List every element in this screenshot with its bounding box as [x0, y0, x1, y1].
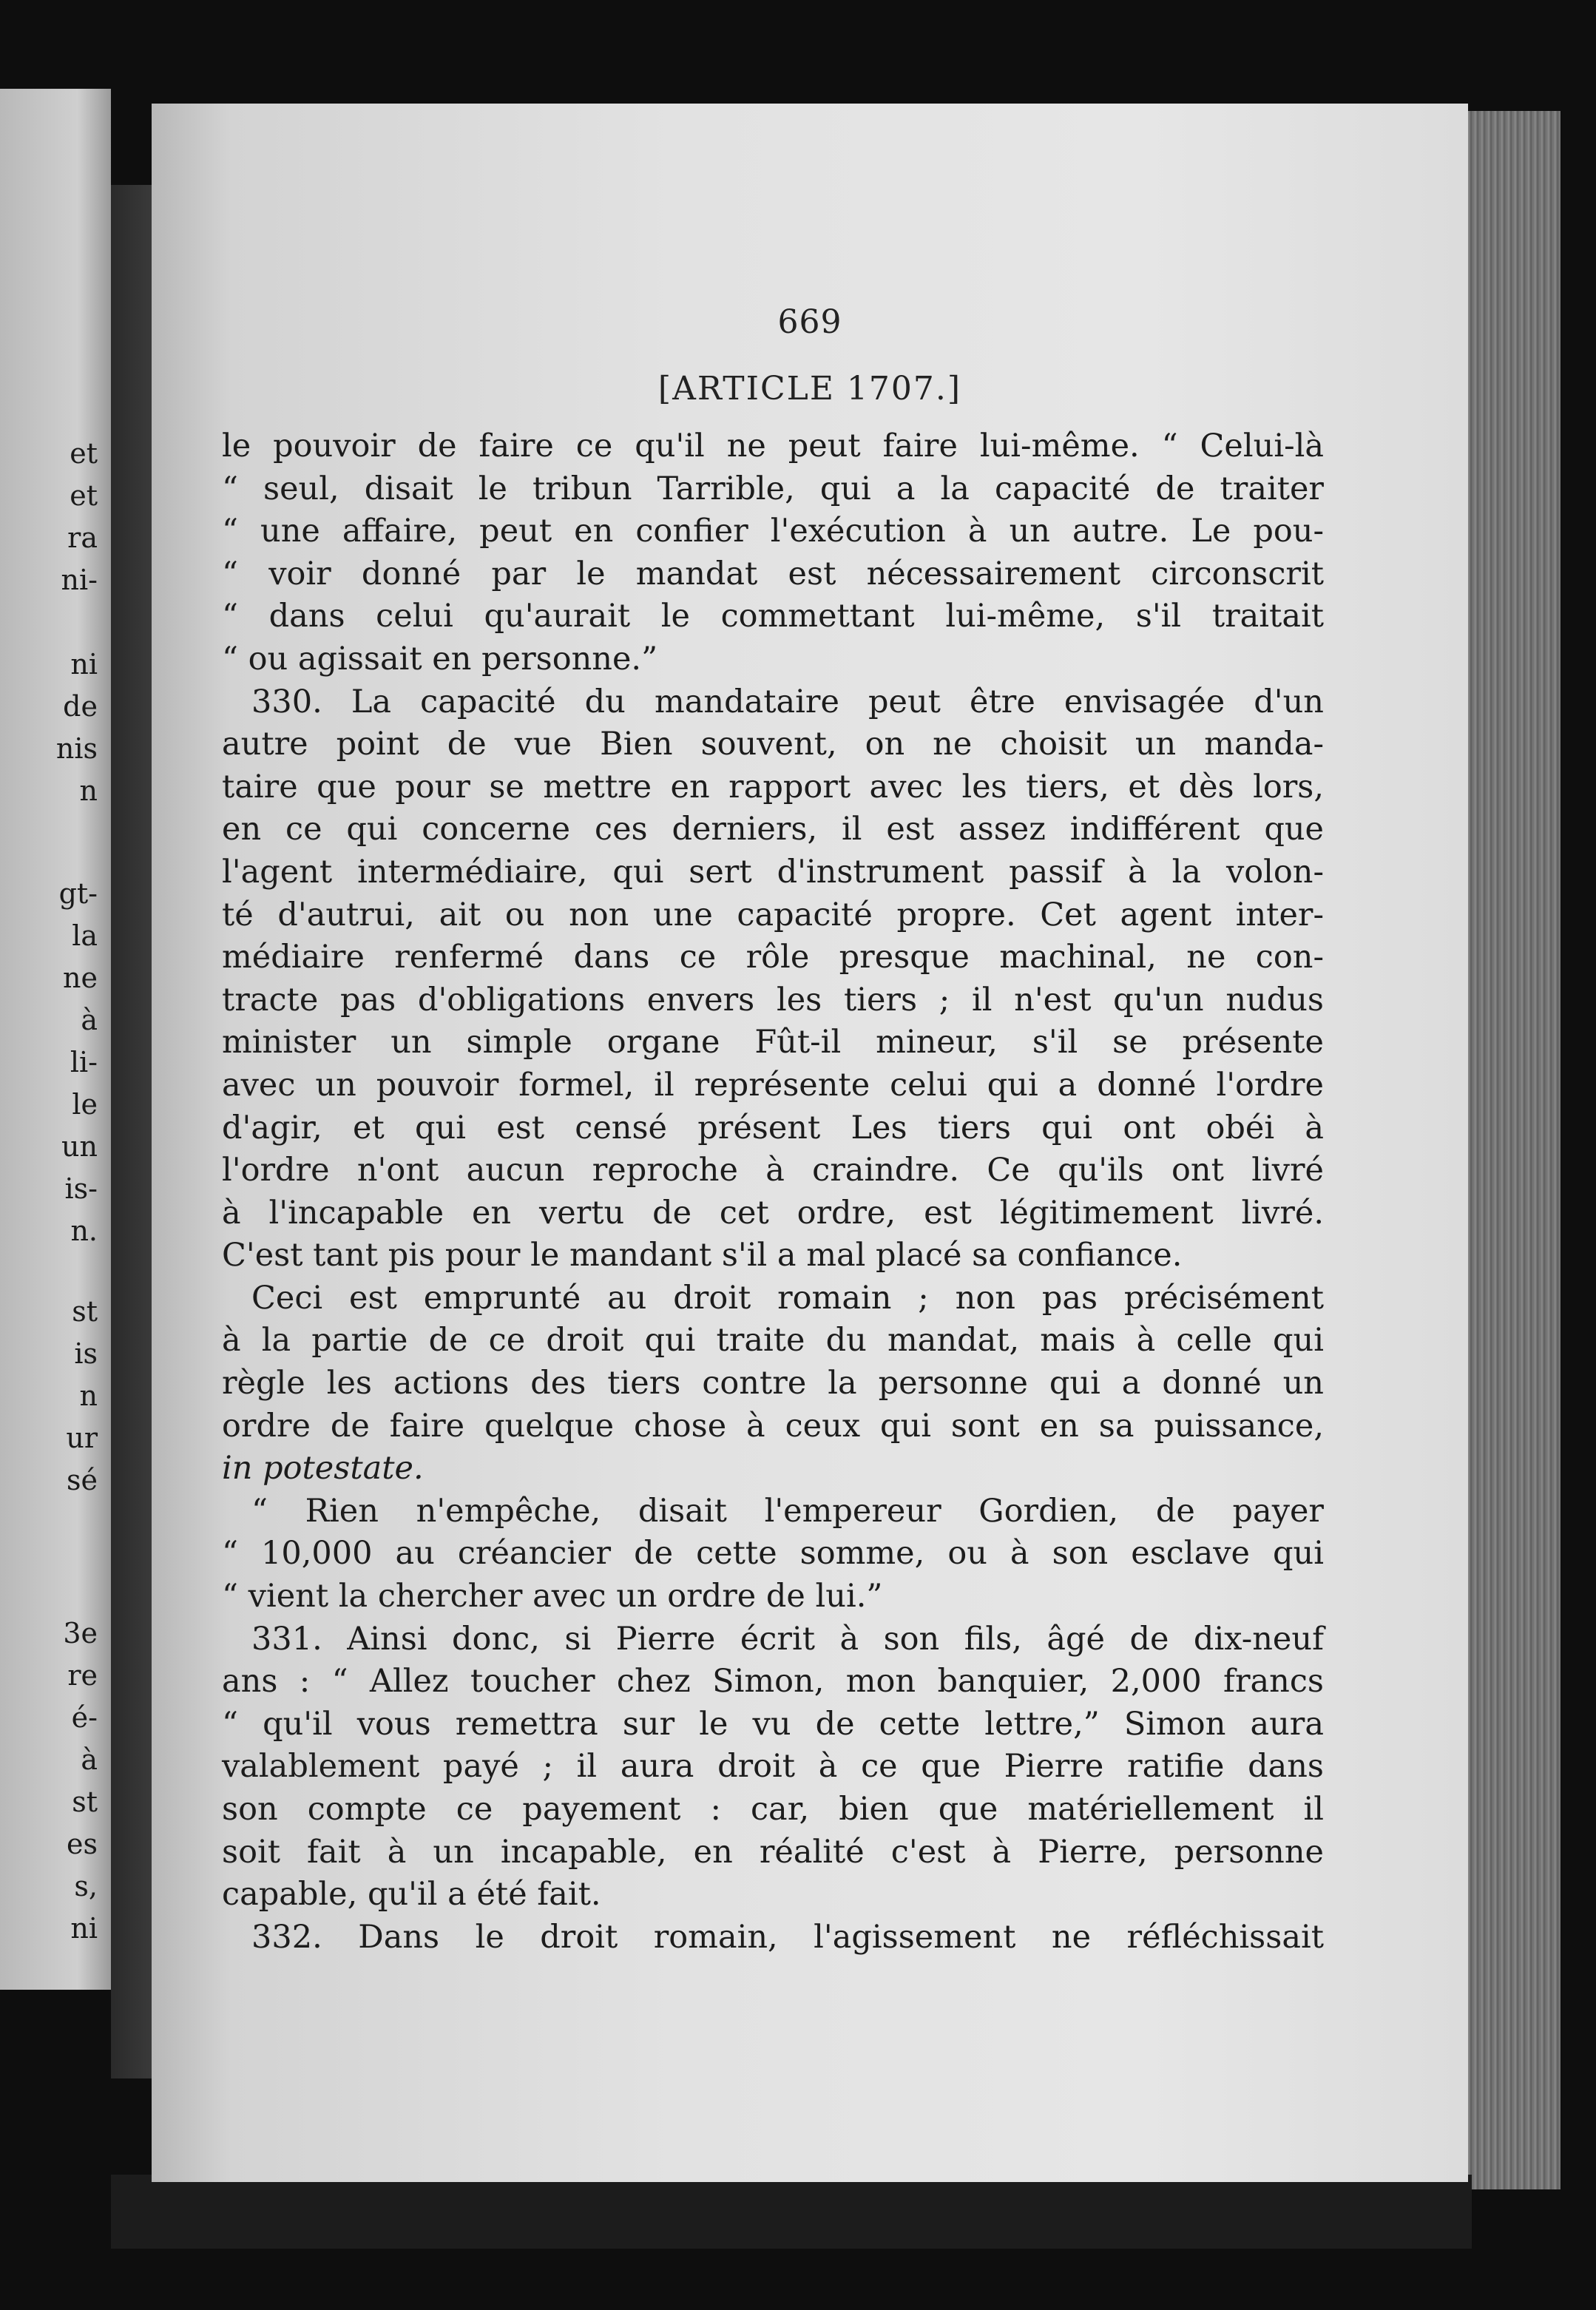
- text-line: son compte ce payement : car, bien que matériellement il: [222, 1791, 1324, 1828]
- text-line-italic: in potestate.: [222, 1450, 424, 1487]
- text-line: té d'autrui, ait ou non une capacité propre. Cet agent inter-: [222, 896, 1324, 933]
- text-line: règle les actions des tiers contre la personne qui a donné un: [222, 1365, 1324, 1402]
- text-line: “ ou agissait en personne.”: [222, 640, 658, 678]
- text-line: “ vient la chercher avec un ordre de lui.”: [222, 1578, 883, 1615]
- body-text: [222, 425, 1324, 1959]
- text-line: médiaire renfermé dans ce rôle presque machinal, ne con-: [222, 939, 1324, 976]
- paragraph-332-start: 332. Dans le droit romain, l'agissement ne réfléchissait: [251, 1918, 1324, 1956]
- left-page-text-fragments: [0, 89, 111, 1990]
- text-line: d'agir, et qui est censé présent Les tiers qui ont obéi à: [222, 1109, 1324, 1146]
- text-line: capable, qu'il a été fait.: [222, 1876, 601, 1914]
- text-line: “ dans celui qu'aurait le commettant lui-même, s'il traitait: [222, 598, 1324, 635]
- left-fragment-block-5: 3e re é- à st es s, ni: [63, 1617, 98, 1945]
- text-line: à la partie de ce droit qui traite du mandat, mais à celle qui: [222, 1322, 1324, 1360]
- text-line: “ 10,000 au créancier de cette somme, ou à son esclave qui: [222, 1535, 1324, 1573]
- paragraph-331-start: 331. Ainsi donc, si Pierre écrit à son fils, âgé de dix-neuf: [251, 1620, 1324, 1658]
- paragraph-330-start: 330. La capacité du mandataire peut être envisagée d'un: [251, 683, 1324, 720]
- text-line: en ce qui concerne ces derniers, il est assez indifférent que: [222, 811, 1324, 848]
- left-fragment-block-2: ni de nis n: [55, 648, 98, 807]
- left-fragment-block-4: st is n ur sé: [66, 1295, 98, 1496]
- page-number: 669: [777, 303, 842, 341]
- quote-gordien-start: “ Rien n'empêche, disait l'empereur Gordien, de payer: [251, 1492, 1324, 1530]
- text-line: à l'incapable en vertu de cet ordre, est légitimement livré.: [222, 1194, 1324, 1232]
- text-line: tracte pas d'obligations envers les tiers ; il n'est qu'un nudus: [222, 981, 1324, 1019]
- article-heading: [ARTICLE 1707.]: [657, 370, 962, 408]
- page-fore-edge: [1453, 111, 1561, 2189]
- text-line: minister un simple organe Fût-il mineur, s'il se présente: [222, 1024, 1324, 1061]
- text-line: “ une affaire, peut en confier l'exécution à un autre. Le pou-: [222, 513, 1324, 550]
- page-bottom-shadow: [111, 2175, 1472, 2249]
- text-line: “ voir donné par le mandat est nécessairement circonscrit: [222, 555, 1324, 592]
- book-gutter: [111, 185, 155, 2078]
- paragraph-ceci-start: Ceci est emprunté au droit romain ; non pas précisément: [251, 1279, 1324, 1317]
- text-line: valablement payé ; il aura droit à ce que Pierre ratifie dans: [222, 1748, 1324, 1786]
- left-fragment-block-3: gt- la ne à li- le un is- n.: [58, 877, 98, 1247]
- text-line: ordre de faire quelque chose à ceux qui sont en sa puissance,: [222, 1407, 1324, 1445]
- text-line: autre point de vue Bien souvent, on ne choisit un manda-: [222, 726, 1324, 763]
- text-line: ans : “ Allez toucher chez Simon, mon banquier, 2,000 francs: [222, 1663, 1324, 1701]
- text-line: le pouvoir de faire ce qu'il ne peut faire lui-même. “ Celui-là: [222, 428, 1324, 465]
- text-line: C'est tant pis pour le mandant s'il a mal placé sa confiance.: [222, 1237, 1183, 1274]
- text-line: “ qu'il vous remettra sur le vu de cette lettre,” Simon aura: [222, 1705, 1324, 1743]
- text-line: “ seul, disait le tribun Tarrible, qui a la capacité de traiter: [222, 470, 1324, 507]
- text-line: taire que pour se mettre en rapport avec les tiers, et dès lors,: [222, 768, 1324, 806]
- book-page: [152, 104, 1468, 2182]
- text-line: l'agent intermédiaire, qui sert d'instrument passif à la volon-: [222, 853, 1324, 891]
- left-page-edge: [0, 89, 111, 1990]
- text-line: soit fait à un incapable, en réalité c'est à Pierre, personne: [222, 1833, 1324, 1871]
- text-line: l'ordre n'ont aucun reproche à craindre. Ce qu'ils ont livré: [222, 1152, 1324, 1189]
- text-line: avec un pouvoir formel, il représente celui qui a donné l'ordre: [222, 1066, 1324, 1104]
- left-fragment-block-1: et et ra ni-: [61, 437, 98, 596]
